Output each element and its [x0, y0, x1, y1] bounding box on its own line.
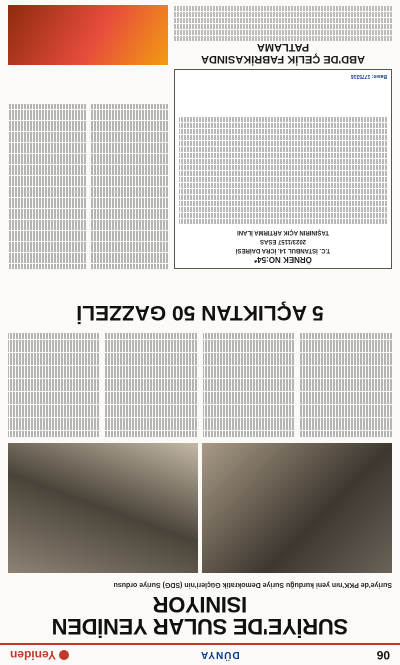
notice-footer: Basın: 1775316: [350, 73, 387, 79]
body-column: [106, 327, 198, 437]
notice-title: ÖRNEK NO:54*: [254, 255, 312, 264]
body-column: [301, 327, 393, 437]
notice-file: 2023/1157 ESAS: [259, 238, 307, 244]
second-story-columns: [8, 69, 168, 269]
third-story-text: [174, 5, 392, 65]
third-headline: ABD'DE ÇELİK FABRİKASINDA PATLAMA: [201, 41, 365, 65]
second-headline: 5 AÇLIKTAN 50 GAZZELİ: [76, 301, 324, 324]
legal-notice: [174, 69, 392, 269]
page-number: 06: [376, 648, 390, 662]
lead-photos: [8, 443, 392, 573]
lead-photo-2: [8, 443, 198, 573]
lead-body-columns: [8, 327, 392, 437]
notice-body: [179, 117, 387, 224]
lead-story: [8, 580, 392, 637]
masthead: [0, 643, 400, 665]
body-column: [203, 327, 295, 437]
section-title: DÜNYA: [200, 649, 240, 661]
brand-mark-icon: [59, 650, 69, 660]
body-column: [90, 69, 168, 269]
brand-logo: [10, 648, 69, 662]
fire-photo: [8, 5, 168, 65]
lead-subhead: Suriye'de PKK'nın yeni kurduğu Suriye Demokratik Güçleri'nin (SDG) Suriye ordusu: [113, 581, 392, 588]
second-story: [8, 301, 392, 323]
body-column: [8, 69, 86, 269]
lead-headline: SURİYE'DE SULAR YENİDEN ISINIYOR: [51, 592, 349, 639]
notice-subtitle: T.C. İSTANBUL 14. İCRA DAİRESİ: [235, 247, 331, 253]
brand-name: Yeniden: [10, 648, 57, 662]
lead-photo-1: [202, 443, 392, 573]
notice-type: TAŞINIRIN AÇIK ARTIRMA İLANI: [237, 229, 329, 235]
body-column: [8, 327, 100, 437]
